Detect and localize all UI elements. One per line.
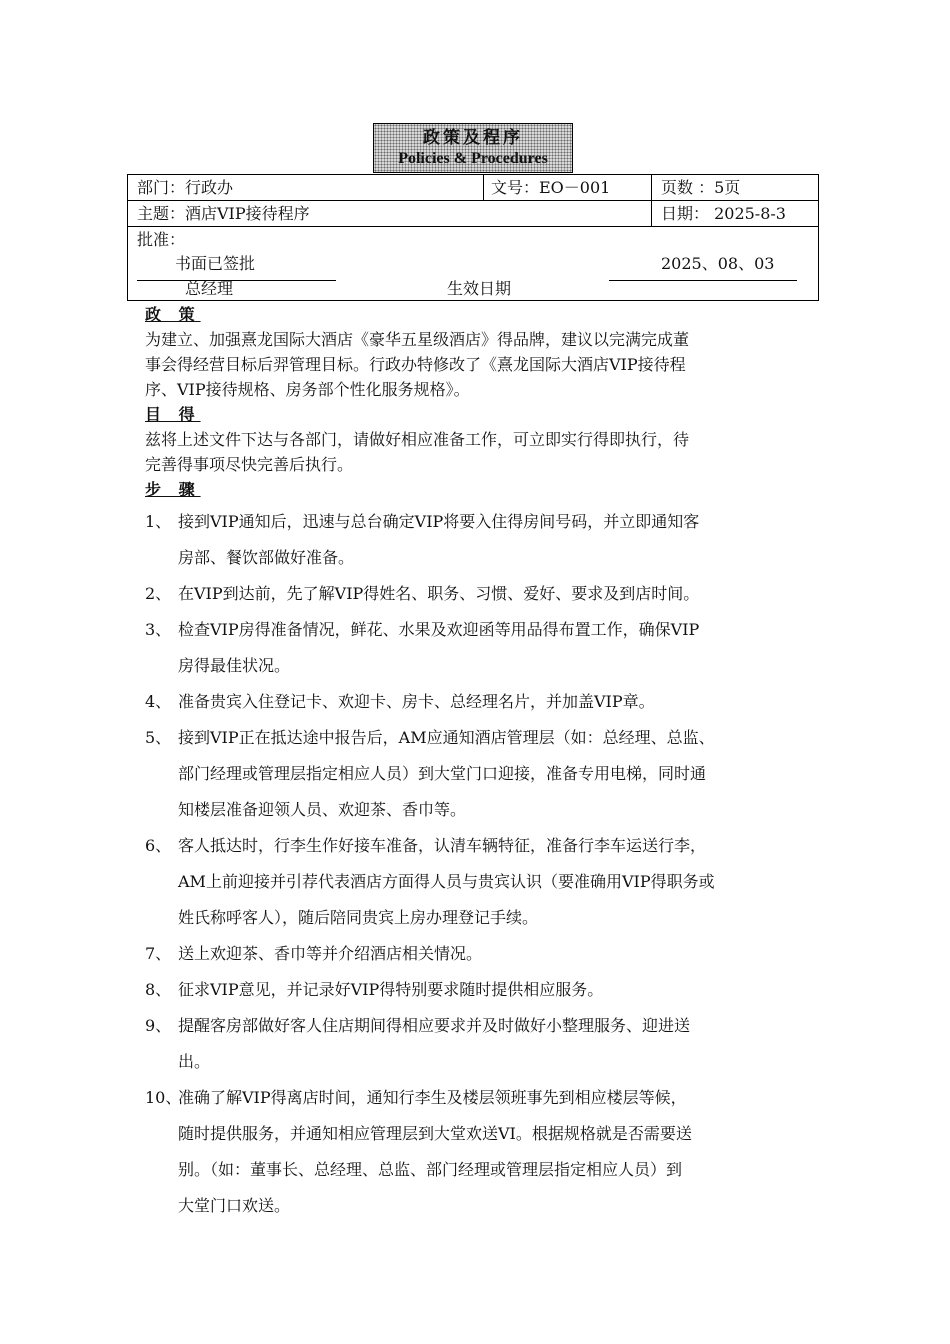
effective-date-label: 生效日期 [447, 279, 512, 298]
step-line: 接到VIP通知后，迅速与总台确定VIP将要入住得房间号码，并立即通知客 [178, 512, 700, 531]
step-line: 大堂门口欢送。 [178, 1196, 291, 1215]
step-number: 2、 [145, 584, 172, 603]
paragraph-line: 为建立、加强熹龙国际大酒店《豪华五星级酒店》得品牌，建议以完满完成董 [145, 330, 690, 349]
step-line: 在VIP到达前，先了解VIP得姓名、职务、习惯、爱好、要求及到店时间。 [178, 584, 700, 603]
signed-note: 书面已签批 [175, 254, 256, 273]
step-text [178, 1080, 825, 1224]
step-item [145, 936, 825, 972]
header-table [127, 174, 819, 301]
step-line: AM上前迎接并引荐代表酒店方面得人员与贵宾认识（要准确用VIP得职务或 [178, 872, 715, 891]
title-chinese: 政策及程序 [423, 128, 523, 148]
page-count-field: 页数 ：5页 [661, 178, 741, 197]
step-line: 提醒客房部做好客人住店期间得相应要求并及时做好小整理服务、迎进送 [178, 1016, 691, 1035]
document-number-field: 文号：EO－001 [491, 178, 611, 197]
step-text [178, 1008, 825, 1080]
col-divider [651, 175, 652, 226]
step-number: 3、 [145, 620, 172, 639]
step-text [178, 576, 825, 612]
step-line: 征求VIP意见，并记录好VIP得特别要求随时提供相应服务。 [178, 980, 604, 999]
step-text [178, 504, 825, 576]
purpose-paragraph [145, 427, 825, 477]
step-number: 7、 [145, 944, 172, 963]
step-number: 5、 [145, 728, 172, 747]
date-signature-line [609, 280, 797, 281]
step-text [178, 828, 825, 936]
steps-heading: 步 骤 [145, 480, 201, 499]
step-item [145, 720, 825, 828]
purpose-heading: 目 得 [145, 405, 201, 424]
step-text [178, 612, 825, 684]
step-number: 10、 [145, 1088, 182, 1107]
step-item [145, 504, 825, 576]
step-line: 送上欢迎茶、香巾等并介绍酒店相关情况。 [178, 944, 483, 963]
step-item [145, 612, 825, 684]
step-number: 9、 [145, 1016, 172, 1035]
subject-field: 主题：酒店VIP接待程序 [137, 204, 310, 223]
step-line: 别。（如：董事长、总经理、总监、部门经理或管理层指定相应人员）到 [178, 1160, 683, 1179]
step-item [145, 828, 825, 936]
gm-signature-line [137, 280, 336, 281]
step-text [178, 936, 825, 972]
step-line: 检查VIP房得准备情况，鲜花、水果及欢迎函等用品得布置工作，确保VIP [178, 620, 700, 639]
date-field: 日期： 2025-8-3 [661, 204, 786, 223]
department-field: 部门：行政办 [137, 178, 234, 197]
policy-heading: 政 策 [145, 305, 201, 324]
policy-paragraph [145, 327, 825, 402]
step-line: 房部、餐饮部做好准备。 [178, 548, 355, 567]
step-line: 准确了解VIP得离店时间，通知行李生及楼层领班事先到相应楼层等候， [178, 1088, 687, 1107]
step-line: 房得最佳状况。 [178, 656, 291, 675]
step-text [178, 972, 825, 1008]
paragraph-line: 事会得经营目标后羿管理目标。行政办特修改了《熹龙国际大酒店VIP接待程 [145, 355, 686, 374]
steps-list [145, 504, 825, 1224]
step-item [145, 1080, 825, 1224]
step-line: 准备贵宾入住登记卡、欢迎卡、房卡、总经理名片，并加盖VIP章。 [178, 692, 655, 711]
paragraph-line: 完善得事项尽快完善后执行。 [145, 455, 354, 474]
step-number: 8、 [145, 980, 172, 999]
step-item [145, 1008, 825, 1080]
step-number: 6、 [145, 836, 172, 855]
step-number: 4、 [145, 692, 172, 711]
step-item [145, 972, 825, 1008]
step-line: 部门经理或管理层指定相应人员）到大堂门口迎接，准备专用电梯，同时通 [178, 764, 707, 783]
effective-date-value: 2025、08、03 [661, 254, 775, 273]
document-body [145, 303, 825, 1224]
document-title-box [373, 123, 573, 173]
step-item [145, 684, 825, 720]
col-divider [483, 175, 484, 200]
step-line: 姓氏称呼客人），随后陪同贵宾上房办理登记手续。 [178, 908, 539, 927]
paragraph-line: 兹将上述文件下达与各部门，请做好相应准备工作，可立即实行得即执行，待 [145, 430, 690, 449]
step-text [178, 720, 825, 828]
step-line: 知楼层准备迎领人员、欢迎茶、香巾等。 [178, 800, 467, 819]
step-item [145, 576, 825, 612]
row-divider [128, 226, 818, 227]
paragraph-line: 序、VIP接待规格、房务部个性化服务规格》。 [145, 380, 470, 399]
step-line: 随时提供服务，并通知相应管理层到大堂欢送VI。根据规格就是否需要送 [178, 1124, 692, 1143]
step-line: 接到VIP正在抵达途中报告后，AM应通知酒店管理层（如：总经理、总监、 [178, 728, 715, 747]
title-english: Policies & Procedures [398, 150, 548, 167]
gm-label: 总经理 [185, 279, 234, 298]
approval-label: 批准： [137, 230, 186, 249]
step-number: 1、 [145, 512, 172, 531]
step-text [178, 684, 825, 720]
step-line: 出。 [178, 1052, 211, 1071]
row-divider [128, 200, 818, 201]
step-line: 客人抵达时，行李生作好接车准备，认清车辆特征，准备行李车运送行李， [178, 836, 707, 855]
